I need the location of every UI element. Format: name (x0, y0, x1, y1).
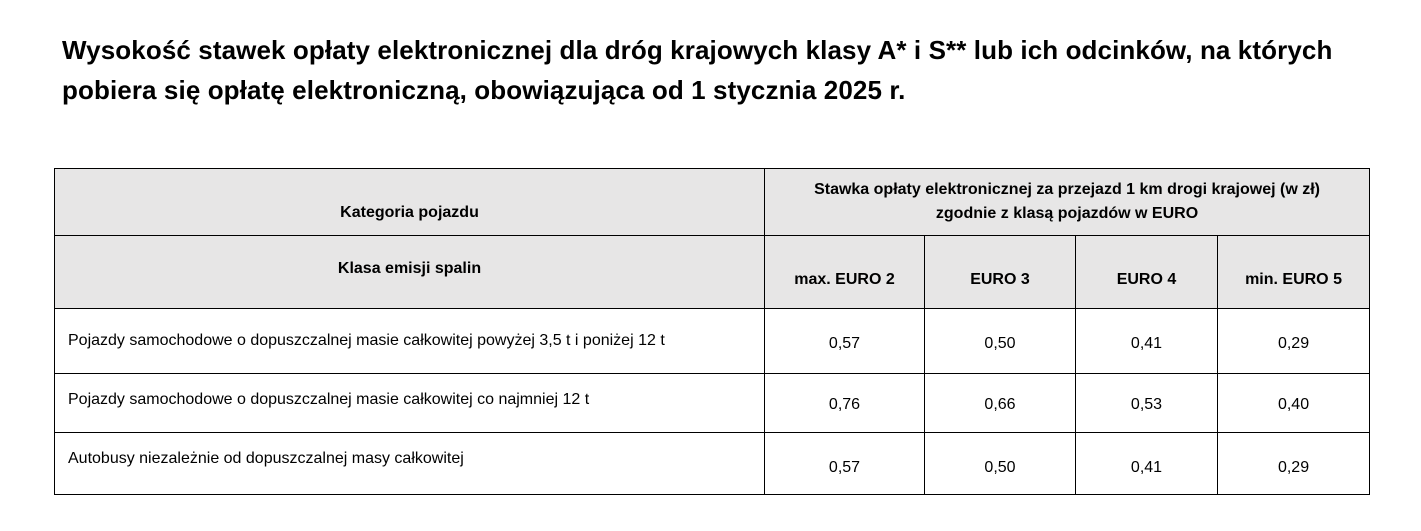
table-row (55, 374, 1370, 433)
rate-value: 0,53 (1130, 396, 1163, 413)
header-euro-label: EURO 4 (1116, 271, 1177, 288)
header-emission-class-label: Klasa emisji spalin (337, 260, 482, 277)
rate-value: 0,29 (1277, 335, 1310, 352)
rate-cell (765, 309, 925, 374)
rate-cell (925, 309, 1076, 374)
rate-cell (925, 433, 1076, 495)
header-vehicle-category-label: Kategoria pojazdu (340, 204, 479, 221)
header-vehicle-category (55, 169, 765, 236)
vehicle-category-text: Pojazdy samochodowe o dopuszczalnej masie całkowitej powyżej 3,5 t i poniżej 12 t (68, 332, 665, 349)
header-euro-label: max. EURO 2 (794, 271, 895, 288)
header-rate-description (765, 169, 1370, 236)
table-header-row-2 (55, 236, 1370, 309)
header-euro-column (1218, 236, 1370, 309)
header-rate-line-1: Stawka opłaty elektronicznej za przejazd 1 km drogi krajowej (w zł) (814, 181, 1320, 198)
rate-value: 0,29 (1277, 458, 1310, 476)
rate-value: 0,41 (1130, 335, 1163, 352)
header-euro-column (1076, 236, 1218, 309)
header-euro-label: min. EURO 5 (1245, 271, 1342, 288)
header-euro-column (925, 236, 1076, 309)
vehicle-category-cell (55, 309, 765, 374)
toll-rates-table (54, 168, 1370, 495)
table-row (55, 433, 1370, 495)
header-euro-column (765, 236, 925, 309)
rate-cell (765, 374, 925, 433)
header-euro-label: EURO 3 (970, 271, 1030, 288)
rate-value: 0,40 (1277, 396, 1310, 413)
rate-cell (1076, 374, 1218, 433)
rate-value: 0,66 (984, 396, 1016, 413)
rate-cell (925, 374, 1076, 433)
vehicle-category-cell (55, 374, 765, 433)
rate-cell (1076, 433, 1218, 495)
rate-value: 0,41 (1130, 458, 1163, 476)
rate-value: 0,50 (984, 335, 1016, 352)
header-emission-class (55, 236, 765, 309)
rate-value: 0,50 (984, 458, 1016, 476)
rate-cell (1076, 309, 1218, 374)
rate-value: 0,76 (828, 396, 861, 413)
vehicle-category-text: Autobusy niezależnie od dopuszczalnej masy całkowitej (68, 449, 464, 467)
header-rate-line-2: zgodnie z klasą pojazdów w EURO (935, 205, 1199, 222)
rate-value: 0,57 (828, 458, 861, 476)
rate-cell (765, 433, 925, 495)
document-title: Wysokość stawek opłaty elektronicznej dla dróg krajowych klasy A* i S** lub ich odcinków, na których pobiera się opłatę elektroniczną, obowiązująca od 1 stycznia 2025 r. (62, 35, 1333, 105)
table-row (55, 309, 1370, 374)
rate-cell (1218, 309, 1370, 374)
rate-cell (1218, 374, 1370, 433)
rate-value: 0,57 (828, 335, 861, 352)
rate-cell (1218, 433, 1370, 495)
table-header-row-1 (55, 169, 1370, 236)
vehicle-category-cell (55, 433, 765, 495)
vehicle-category-text: Pojazdy samochodowe o dopuszczalnej masie całkowitej co najmniej 12 t (68, 391, 590, 408)
